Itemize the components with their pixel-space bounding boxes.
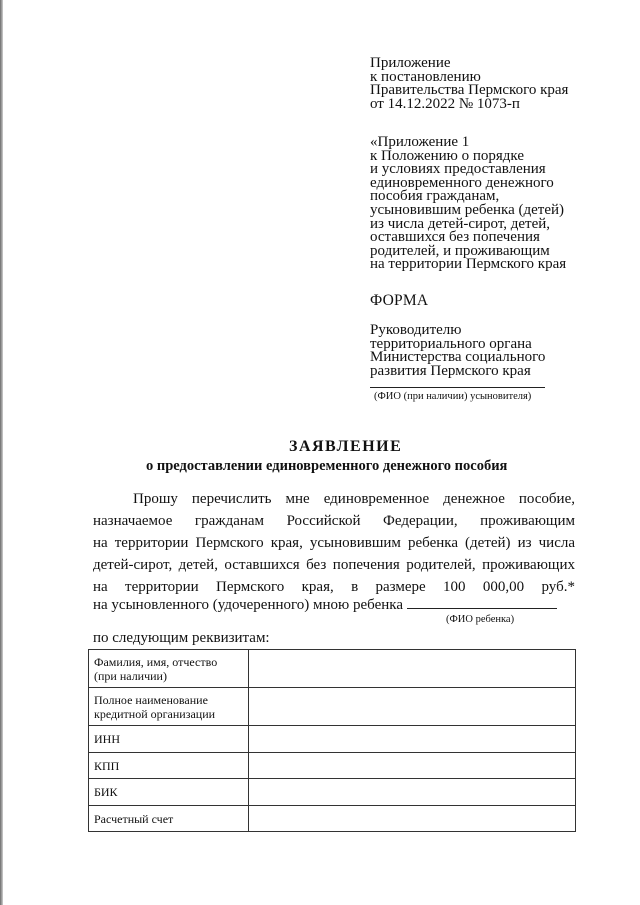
appendix-one-line: родителей, и проживающим	[370, 242, 550, 259]
table-cell-label	[89, 726, 249, 753]
row-label-full-name: Фамилия, имя, отчество (при наличии)	[94, 654, 218, 683]
table-cell-label	[89, 688, 249, 726]
addressee-line: Руководителю	[370, 322, 462, 338]
appendix-header-line: Приложение	[370, 55, 451, 71]
form-label: ФОРМА	[370, 292, 429, 309]
body-line-child-text: на усыновленного (удочеренного) мною ребенка	[93, 597, 404, 613]
kpp-field[interactable]	[249, 753, 576, 779]
appendix-one-line: пособия гражданам,	[370, 188, 500, 205]
appendix-one	[370, 136, 566, 272]
child-caption: (ФИО ребенка)	[446, 614, 515, 625]
addressee	[370, 324, 545, 378]
row-label-inn: ИНН	[94, 732, 120, 746]
body-line: на территории Пермского края, в размере 100 000,00 руб.*	[93, 579, 575, 595]
bik-field[interactable]	[249, 779, 576, 806]
row-label-kpp: КПП	[94, 758, 120, 773]
body-line: Прошу перечислить мне единовременное денежное пособие,	[133, 491, 575, 507]
table-row	[89, 806, 576, 832]
table-cell-label	[89, 753, 249, 779]
table-row	[89, 753, 576, 779]
appendix-header-line: Правительства Пермского края	[370, 82, 569, 99]
appendix-one-line: и условиях предоставления	[370, 161, 546, 178]
appendix-one-line: из числа детей-сирот, детей,	[370, 215, 551, 232]
requisites-table	[88, 649, 576, 832]
table-cell-label	[89, 650, 249, 688]
row-label-account: Расчетный счет	[94, 811, 174, 826]
body-line-child	[93, 596, 557, 614]
document-title: ЗАЯВЛЕНИЕ	[289, 438, 403, 455]
addressee-line: территориального органа	[370, 335, 532, 352]
appendix-header-line: от 14.12.2022 № 1073-п	[370, 95, 520, 112]
appendix-one-line: к Положению о порядке	[370, 147, 524, 164]
table-row	[89, 688, 576, 726]
scan-edge	[0, 0, 3, 905]
table-cell-label	[89, 806, 249, 832]
body-line: на территории Пермского края, усыновившим ребенка (детей) из числа	[93, 535, 575, 551]
full-name-field[interactable]	[249, 650, 576, 688]
appendix-one-line: на территории Пермского края	[370, 256, 567, 273]
account-field[interactable]	[249, 806, 576, 832]
table-row	[89, 726, 576, 753]
applicant-signature-line[interactable]	[370, 387, 545, 388]
appendix-header	[370, 57, 568, 111]
appendix-one-line: усыновившим ребенка (детей)	[370, 201, 565, 218]
inn-field[interactable]	[249, 726, 576, 753]
addressee-line: Министерства социального	[370, 349, 546, 366]
appendix-one-line: единовременного денежного	[370, 174, 554, 191]
row-label-bik: БИК	[94, 785, 118, 799]
body-line: детей-сирот, детей, оставшихся без попечения родителей, проживающих	[93, 557, 575, 573]
table-row	[89, 650, 576, 688]
applicant-signature-caption: (ФИО (при наличии) усыновителя)	[374, 391, 532, 402]
addressee-line: развития Пермского края	[370, 362, 531, 379]
appendix-header-line: к постановлению	[370, 68, 481, 85]
appendix-one-line: «Приложение 1	[370, 134, 470, 150]
table-cell-label	[89, 779, 249, 806]
child-name-blank[interactable]	[407, 596, 557, 609]
document-subtitle: о предоставлении единовременного денежного пособия	[146, 458, 508, 474]
body-line: назначаемое гражданам Российской Федерации, проживающим	[93, 513, 575, 529]
table-row	[89, 779, 576, 806]
requisites-intro: по следующим реквизитам:	[93, 630, 270, 646]
appendix-one-line: оставшихся без попечения	[370, 229, 540, 246]
bank-name-field[interactable]	[249, 688, 576, 726]
row-label-bank-name: Полное наименование кредитной организации	[94, 692, 216, 721]
